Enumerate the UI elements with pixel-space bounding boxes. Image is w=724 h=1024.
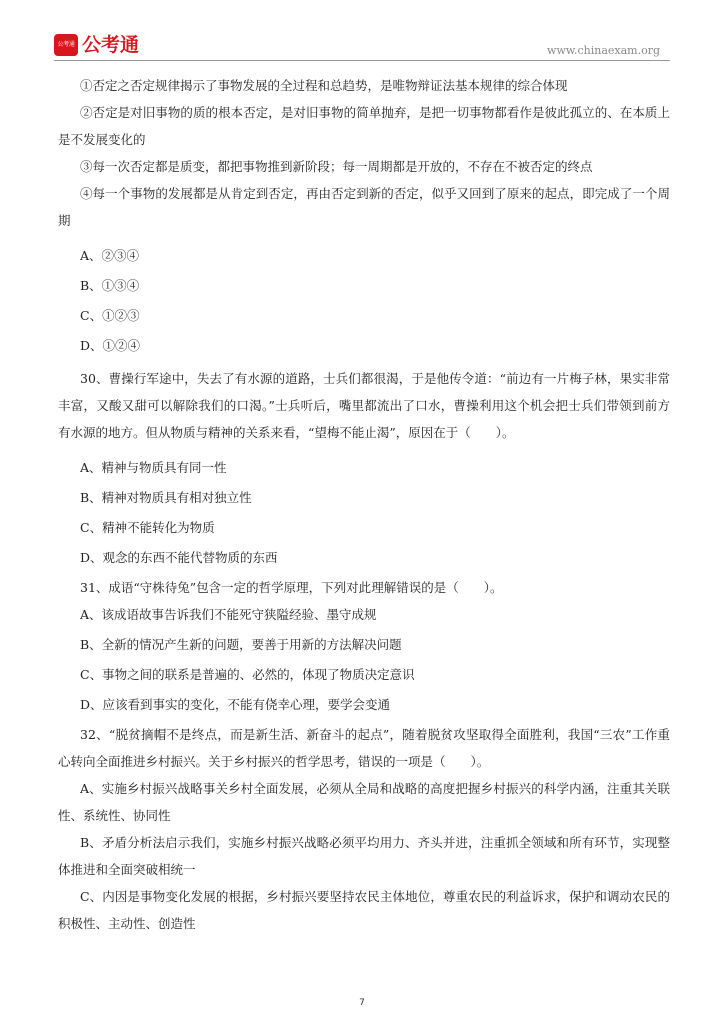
option-d: D、应该看到事实的变化，不能有侥幸心理，要学会变通	[80, 697, 391, 712]
statement-4: ④每一个事物的发展都是从肯定到否定，再由否定到新的否定，似乎又回到了原来的起点，即完成了一个周期	[58, 186, 670, 228]
site-url: www.chinaexam.org	[547, 44, 660, 57]
option-a: A、②③④	[80, 248, 140, 263]
question-stem: 31、成语“守株待兔”包含一定的哲学原理，下列对此理解错误的是（ ）。	[80, 580, 503, 595]
question-stem: 32、“脱贫摘帽不是终点，而是新生活、新奋斗的起点”，随着脱贫攻坚取得全面胜利，我国“三农”工作重心转向全面推进乡村振兴。关于乡村振兴的哲学思考，错误的一项是（ ）。	[58, 727, 670, 769]
option-c: C、内因是事物变化发展的根据，乡村振兴要坚持农民主体地位，尊重农民的利益诉求，保护和调动农民的积极性、主动性、创造性	[58, 889, 670, 931]
question-31	[58, 574, 670, 718]
option-a: A、该成语故事告诉我们不能死守狭隘经验、墨守成规	[80, 607, 377, 622]
logo	[54, 33, 139, 57]
statement-2: ②否定是对旧事物的质的根本否定，是对旧事物的简单抛弃，是把一切事物都看作是彼此孤立的、在本质上是不发展变化的	[58, 105, 670, 147]
question-30	[58, 365, 670, 571]
option-d: D、观念的东西不能代替物质的东西	[80, 550, 278, 565]
option-a: A、实施乡村振兴战略事关乡村全面发展，必须从全局和战略的高度把握乡村振兴的科学内涵，注重其关联性、系统性、协同性	[58, 781, 670, 823]
option-a: A、精神与物质具有同一性	[80, 460, 227, 475]
option-c: C、①②③	[80, 308, 140, 323]
option-c: C、精神不能转化为物质	[80, 520, 215, 535]
statement-3: ③每一次否定都是质变，都把事物推到新阶段；每一周期都是开放的，不存在不被否定的终点	[80, 159, 593, 174]
question-29-continued	[58, 72, 670, 359]
option-c: C、事物之间的联系是普遍的、必然的，体现了物质决定意识	[80, 667, 415, 682]
page-header	[0, 0, 724, 64]
question-32	[58, 721, 670, 937]
page-content	[58, 72, 670, 937]
question-stem: 30、曹操行军途中，失去了有水源的道路，士兵们都很渴，于是他传令道：“前边有一片梅子林，果实非常丰富，又酸又甜可以解除我们的口渴。”士兵听后，嘴里都流出了口水，曹操利用这个机会把士兵们带领到前方有水源的地方。但从物质与精神的关系来看，“望梅不能止渴”，原因在于（ ）。	[58, 371, 670, 440]
statement-1: ①否定之否定规律揭示了事物发展的全过程和总趋势，是唯物辩证法基本规律的综合体现	[80, 78, 568, 93]
header-divider	[54, 60, 670, 61]
option-b: B、全新的情况产生新的问题，要善于用新的方法解决问题	[80, 637, 402, 652]
option-b: B、①③④	[80, 278, 140, 293]
option-b: B、矛盾分析法启示我们，实施乡村振兴战略必须平均用力、齐头并进，注重抓全领域和所有环节，实现整体推进和全面突破相统一	[58, 835, 670, 877]
option-d: D、①②④	[80, 338, 141, 353]
logo-text: 公考通	[82, 34, 140, 56]
option-b: B、精神对物质具有相对独立性	[80, 490, 252, 505]
logo-badge: 公考通	[54, 34, 78, 56]
page-number: 7	[359, 998, 365, 1008]
